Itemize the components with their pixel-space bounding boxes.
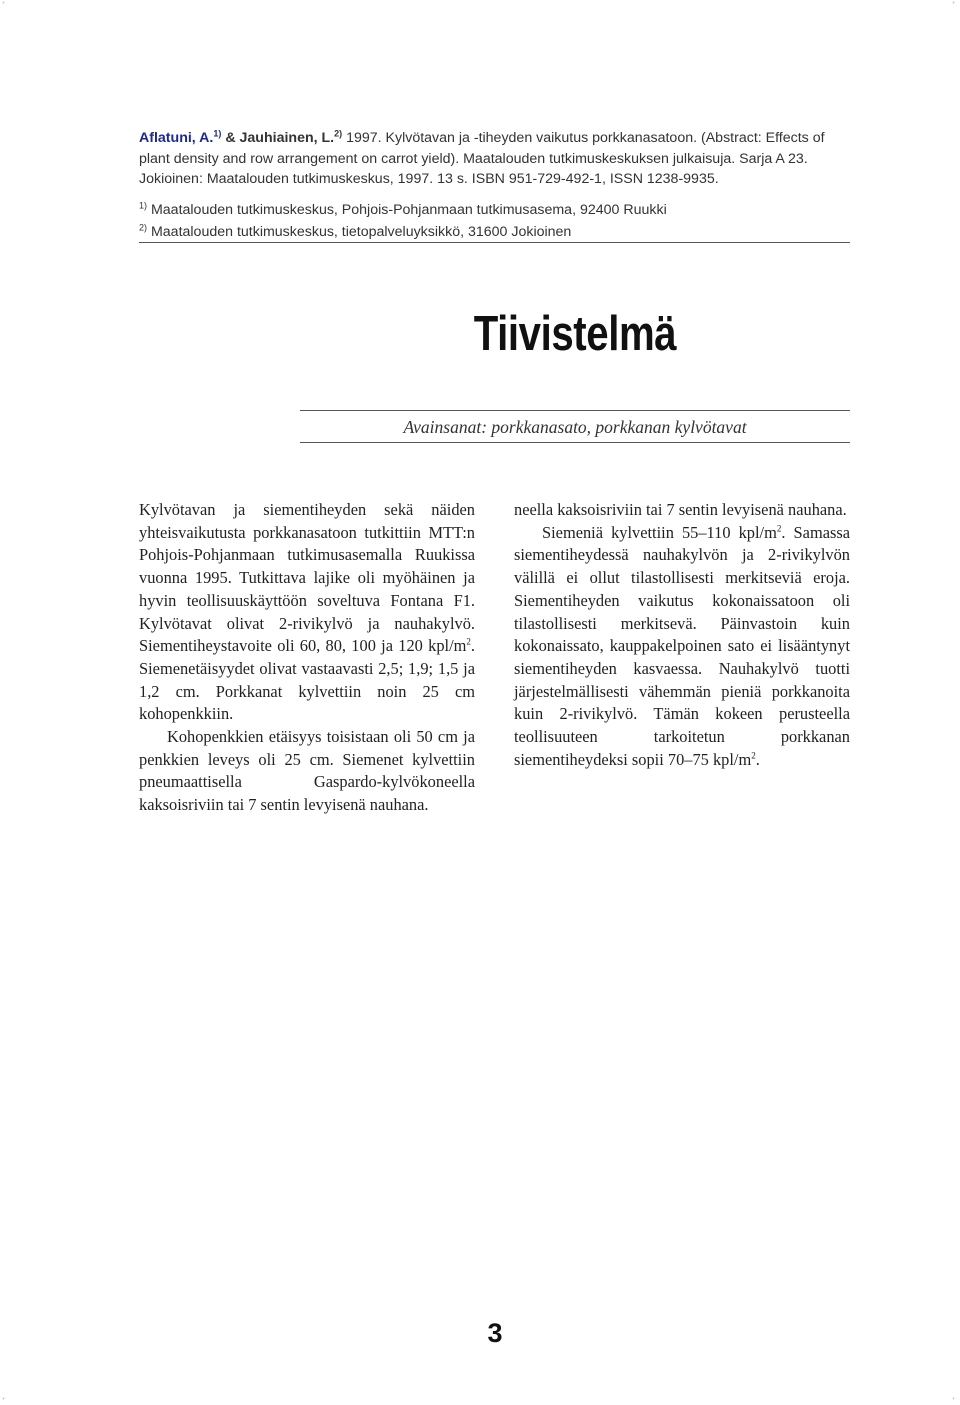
page-title: Tiivistelmä — [473, 307, 677, 361]
header-divider — [139, 242, 850, 243]
keywords-bottom-rule — [300, 442, 850, 443]
page-number: 3 — [487, 1318, 503, 1348]
keywords-top-rule — [300, 410, 850, 411]
author-1: Aflatuni, A.$^{1)}$ — [139, 128, 222, 146]
paragraph: Kylvötavan ja siementiheyden sekä näiden yhteisvaikutusta porkkanasatoon tutkittiin MTT:n Pohjois-Pohjanmaan tutkimusasemalla Ruukissa vuonna 1995. Tutkittava lajike oli myöhäinen ja hyvin teollisuuskäyttöön soveltuva Fontana F1. Kylvötavat olivat 2-rivikylvö ja nauhakylvö. Siementiheystavoite oli 60, 80, 100 ja 120 kpl/$m^2$. Siemenetäisyydet olivat vastaavasti 2,5; 1,9; 1,5 ja 1,2 cm. Porkkanat kylvettiin noin 25 cm kohopenkkiin. — [139, 500, 475, 724]
paragraph: Siemeniä kylvettiin 55–110 kpl/$m^2$. Samassa siementiheydessä nauhakylvön ja 2-rivikylvön välillä ei ollut tilastollisesti merkitseviä eroja. Siementiheyden vaikutus kokonaissatoon oli tilastollisesti merkitsevä. Päinvastoin kuin kokonaissato, kauppakelpoinen sato ei lisääntynyt siementiheyden kasvaessa. Nauhakylvö tuotti järjestelmällisesti vähemmän pieniä porkkanoita kuin 2-rivikylvö. Tämän kokeen perusteella teollisuuteen tarkoitetun porkkanan siementiheydeksi sopii 70–75 kpl/$m^2$. — [514, 522, 850, 769]
crop-mark-bottom-left: + — [2, 1397, 6, 1403]
affiliation-2: $^{2)}$ Maatalouden tutkimuskeskus, tietopalveluyksikkö, 31600 Jokioinen — [139, 221, 572, 240]
crop-mark-top-left: + — [2, 1, 6, 7]
citation-text: 1997. Kylvötavan ja -tiheyden vaikutus porkkanasatoon. (Abstract: Effects of plant density and row arrangement on carrot yield). Maatalouden tutkimuskeskuksen julkaisuja. Sarja A 23. Jokioinen: Maatalouden tutkimuskeskus, 1997. 13 s. ISBN 951-729-492-1, ISSN 1238-9935. — [139, 130, 825, 187]
affiliations — [139, 200, 855, 243]
author-2: Jauhiainen, L.$^{2)}$ — [239, 128, 343, 146]
left-column — [139, 499, 475, 817]
citation — [139, 128, 855, 190]
crop-mark-bottom-right: + — [952, 1397, 956, 1403]
keywords: Avainsanat: porkkanasato, porkkanan kylvötavat — [403, 417, 747, 437]
paragraph: neella kaksoisriviin tai 7 sentin levyisenä nauhana. — [514, 500, 847, 519]
paragraph: Kohopenkkien etäisyys toisistaan oli 50 cm ja penkkien leveys oli 25 cm. Siemenet kylvettiin pneumaattisella Gaspardo-kylvökoneella kaksoisriviin tai 7 sentin levyisenä nauhana. — [139, 727, 475, 815]
author-separator: & — [221, 130, 240, 146]
crop-mark-top-right: + — [952, 1, 956, 7]
right-column — [514, 499, 850, 771]
affiliation-1: $^{1)}$ Maatalouden tutkimuskeskus, Pohjois-Pohjanmaan tutkimusasema, 92400 Ruukki — [139, 200, 667, 218]
